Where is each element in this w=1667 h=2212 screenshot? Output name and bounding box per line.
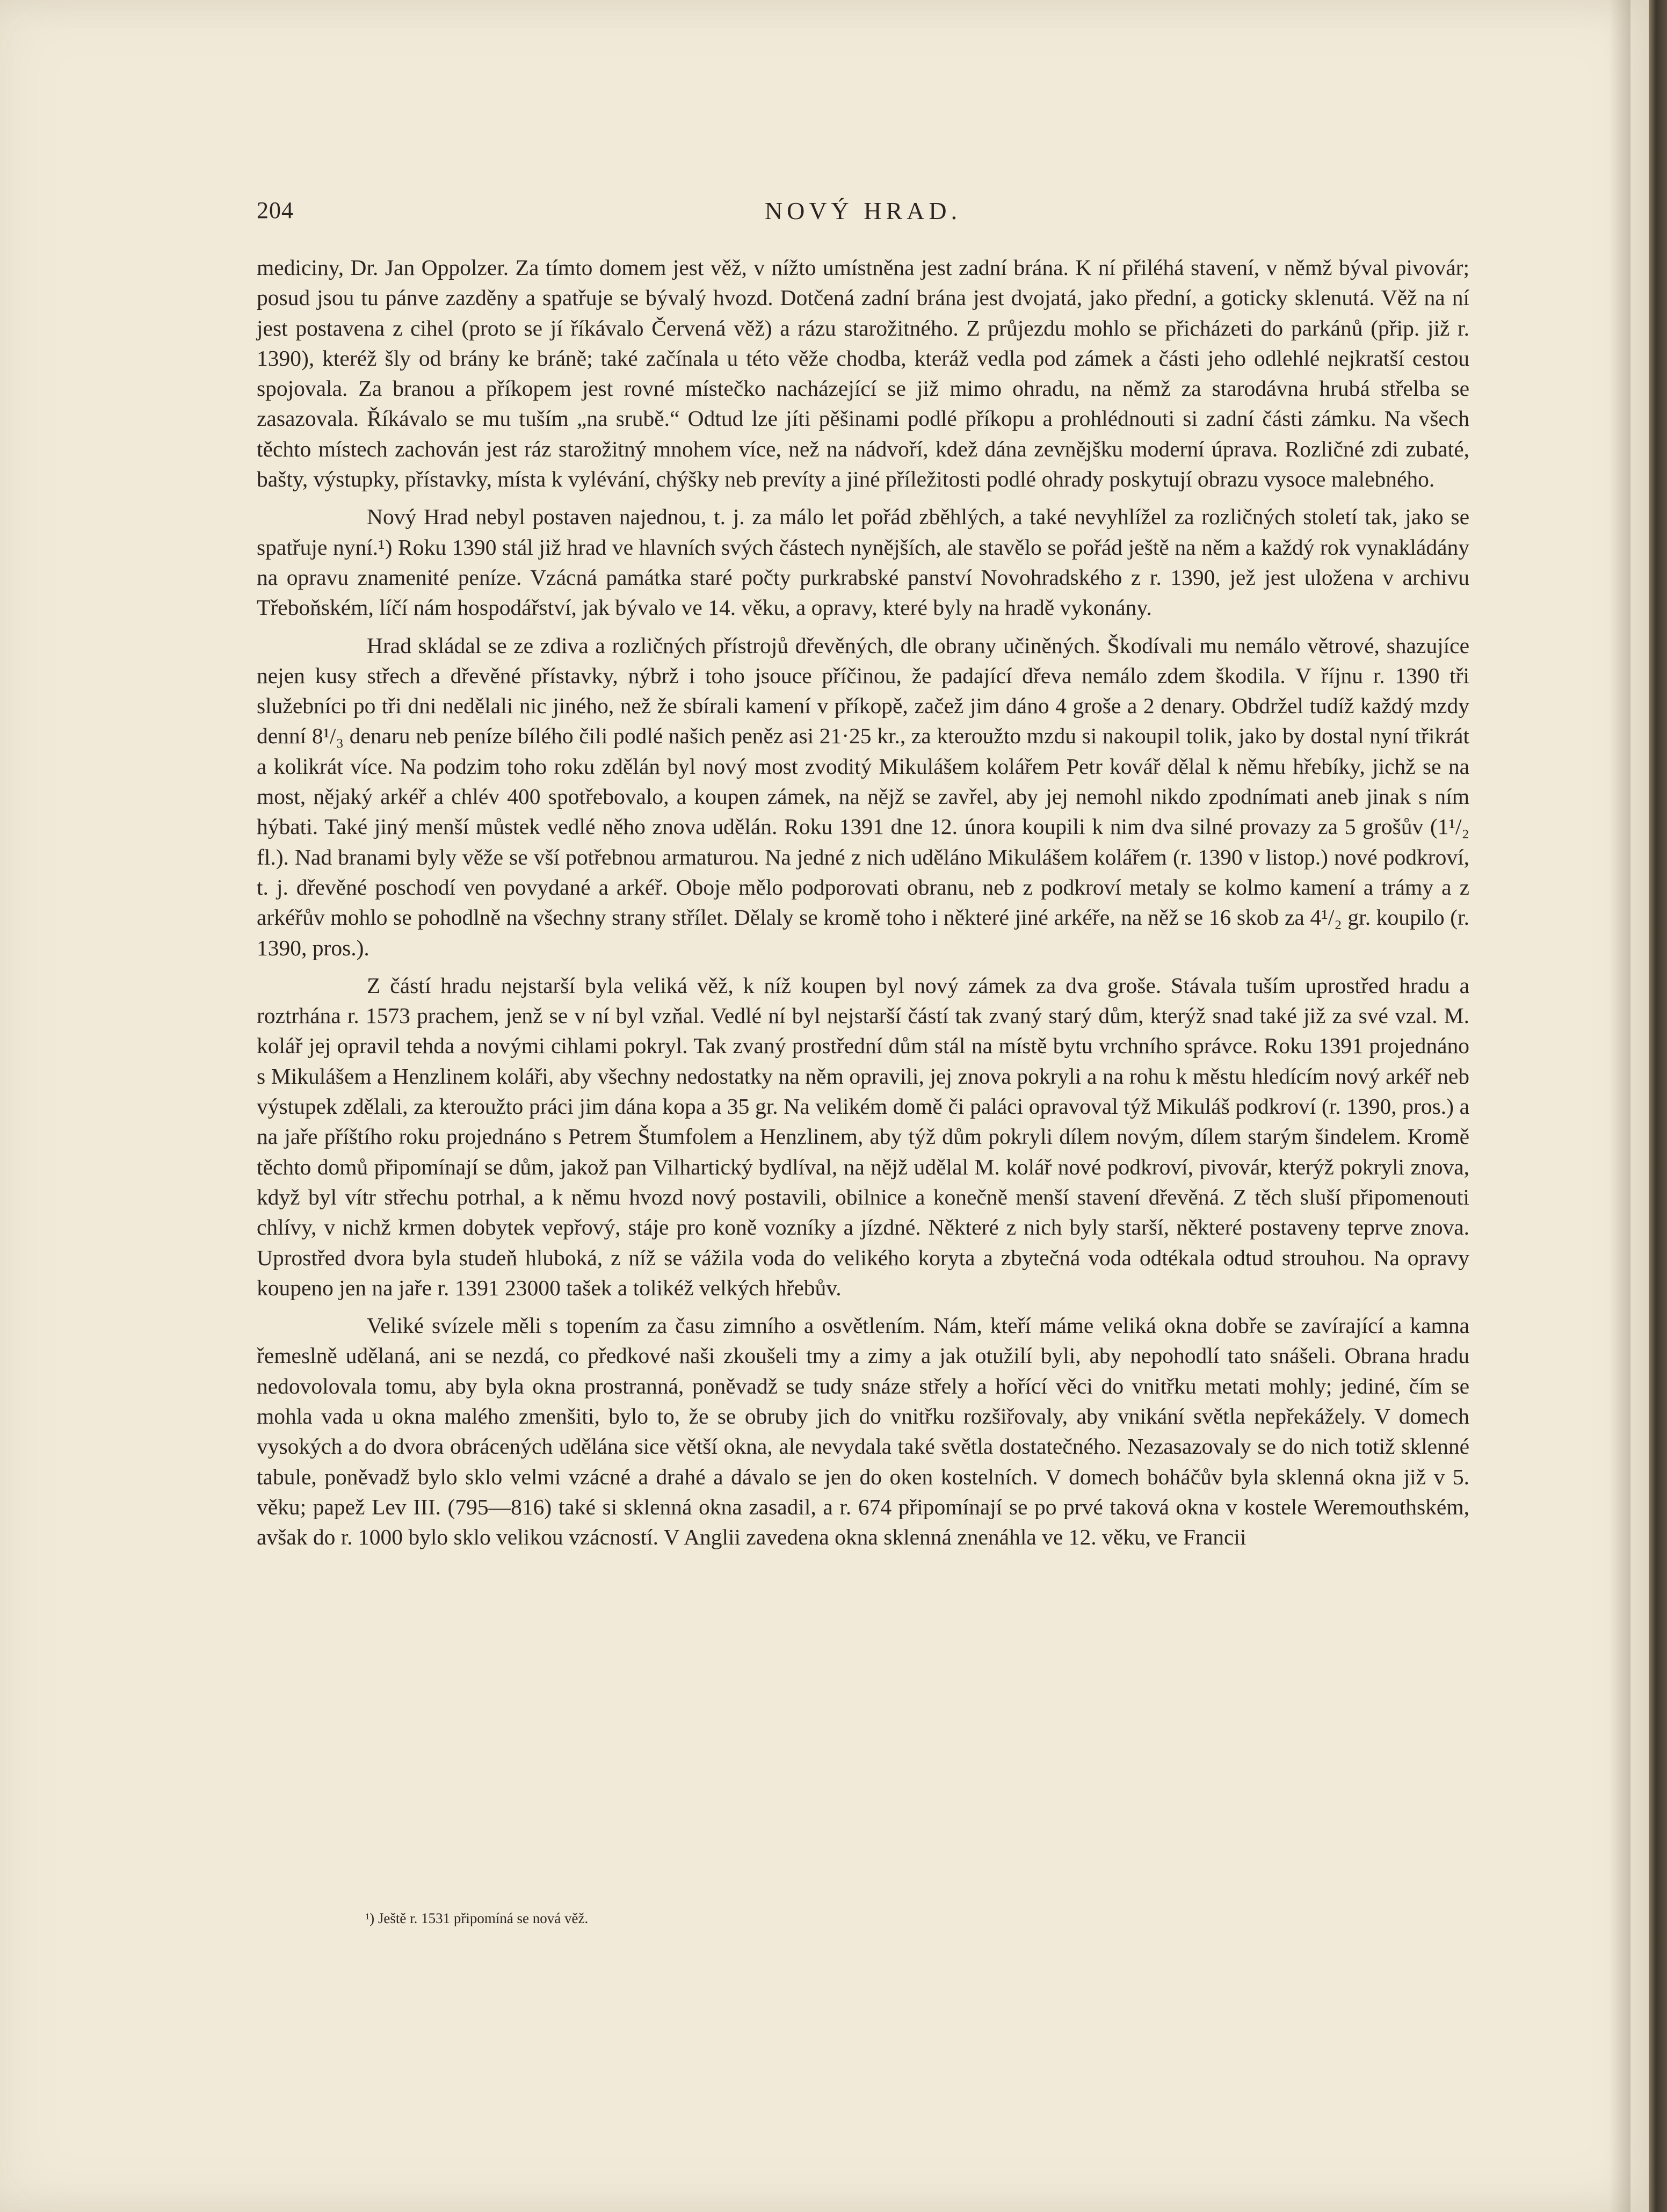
book-binding-edge (1649, 0, 1667, 2212)
running-title: NOVÝ HRAD. (764, 197, 962, 224)
paragraph: Nový Hrad nebyl postaven najednou, t. j. za málo let pořád zběhlých, a také nevyhlížel za rozličných století tak, jako se spatřuje nyní.¹) Roku 1390 stál již hrad ve hlavních svých částech nynějších, ale stavělo se pořád ještě na něm a každý rok vynakládány na opravu znamenité peníze. Vzácná památka staré počty purkrabské panství Novohradského z r. 1390, jež jest uložena v archivu Třeboňském, líčí nám hospodářství, jak bývalo ve 14. věku, a opravy, které byly na hradě vykonány. (257, 504, 1469, 620)
page-number: 204 (257, 197, 294, 223)
page-edge-shadow (1609, 0, 1630, 2212)
paragraph: mediciny, Dr. Jan Oppolzer. Za tímto domem jest věž, v nížto umístněna jest zadní brána. K ní přiléhá stavení, v němž býval pivovár; posud jsou tu pánve zazděny a spatřuje se bývalý hvozd. Dotčená zadní brána jest dvojatá, jako přední, a goticky sklenutá. Věž na ní jest postavena z cihel (proto se jí říkávalo Červená věž) a rázu starožitného. Z průjezdu mohlo se přicházeti do parkánů (přip. již r. 1390), kteréž šly od brány ke bráně; také začínala u této věže chodba, kteráž vedla pod zámek a části jeho odlehlé nejkratší cestou spojovala. Za branou a příkopem jest rovné místečko nacházející se již mimo ohradu, na němž za starodávna hrubá střelba se zasazovala. Říkávalo se mu tuším „na srubě.“ Odtud lze jíti pěšinami podlé příkopu a prohlédnouti si zadní části zámku. Na všech těchto místech zachován jest ráz starožitný mnohem více, než na nádvoří, kdež dána zevnějšku moderní úprava. Rozličné zdi zubaté, bašty, výstupky, přístavky, místa k vylévání, chýšky neb prevíty a jiné příležitosti podlé ohrady poskytují obrazu vysoce malebného. (257, 255, 1469, 492)
footnote: ¹) Ještě r. 1531 připomíná se nová věž. (365, 1910, 589, 1926)
paragraph: Veliké svízele měli s topením za času zimního a osvětlením. Nám, kteří máme veliká okna dobře se zavírající a kamna řemeslně udělaná, ani se nezdá, co předkové naši zkoušeli tmy a zimy a jak otužilí byli, aby nepohodlí tato snášeli. Obrana hradu nedovolovala tomu, aby byla okna prostranná, poněvadž se tudy snáze střely a hořící věci do vnitřku metati mohly; jediné, čím se mohla vada u okna malého zmenšiti, bylo to, že se obruby jich do vnitřku rozšiřovaly, aby vnikání světla nepřekážely. V domech vysokých a do dvora obrácených udělána sice větší okna, ale nevydala také světla dostatečného. Nezasazovaly se do nich totiž sklenné tabule, poněvadž bylo sklo velmi vzácné a drahé a dávalo se jen do oken kostelních. V domech boháčův byla sklenná okna již v 5. věku; papež Lev III. (795—816) také si sklenná okna zasadil, a r. 674 připomínají se po prvé taková okna v kostele Weremouthském, avšak do r. 1000 bylo sklo velikou vzácností. V Anglii zavedena okna sklenná znenáhla ve 12. věku, ve Francii (257, 1313, 1469, 1550)
paragraph: Z částí hradu nejstarší byla veliká věž, k níž koupen byl nový zámek za dva groše. Stávala tuším uprostřed hradu a roztrhána r. 1573 prachem, jenž se v ní byl vzňal. Vedlé ní byl nejstarší částí tak zvaný starý dům, kterýž snad také již za své vzal. M. kolář jej opravil tehda a novými cihlami pokryl. Tak zvaný prostřední dům stál na místě bytu vrchního správce. Roku 1391 projednáno s Mikulášem a Henzlinem koláři, aby všechny nedostatky na něm opravili, jej znova pokryli a na rohu k městu hledícím nový arkéř neb výstupek zdělali, za kteroužto práci jim dána kopa a 35 gr. Na velikém domě či paláci opravoval týž Mikuláš podkroví (r. 1390, pros.) a na jaře příštího roku projednáno s Petrem Štumfolem a Henzlinem, aby týž dům pokryli dílem novým, dílem starým šindelem. Kromě těchto domů připomínají se dům, jakož pan Vilhartický bydlíval, na nějž udělal M. kolář nové podkroví, pivovár, kterýž pokryli znova, když byl vítr střechu potrhal, a k němu hvozd nový postavili, obilnice a konečně menší stavení dřevěná. Z těch sluší připomenouti chlívy, v nichž krmen dobytek vepřový, stáje pro koně vozníky a jízdné. Některé z nich byly starší, některé postaveny teprve znova. Uprostřed dvora byla studeň hluboká, z níž se vážila voda do velikého koryta a zbytečná voda odtékala odtud strouhou. Na opravy koupeno jen na jaře r. 1391 23000 tašek a tolikéž velkých hřebův. (257, 973, 1469, 1300)
body-text (257, 252, 1469, 1560)
page-header (257, 197, 1469, 234)
paragraph: Hrad skládal se ze zdiva a rozličných přístrojů dřevěných, dle obrany učiněných. Škodívali mu nemálo větrové, shazujíce nejen kusy střech a dřevěné přístavky, nýbrž i toho jsouce příčinou, že padající dřeva nemálo zdem škodila. V říjnu r. 1390 tři služebníci po tři dni nedělali nic jiného, než že sbírali kamení v příkopě, začež jim dáno 4 groše a 2 denary. Obdržel tudíž každý mzdy denní 8¹/₃ denaru neb peníze bílého čili podlé našich peněz asi 21·25 kr., za kteroužto mzdu si nakoupil tolik, jako by dostal nyní třikrát a kolikrát více. Na podzim toho roku zdělán byl nový most zvoditý Mikulášem kolářem Petr kovář dělal k němu hřebíky, jichž se na most, nějaký arkéř a chlév 400 spotřebovalo, a koupen zámek, na nějž se zavřel, aby jej nemohl nikdo zpodnímati aneb jinak s ním hýbati. Také jiný menší můstek vedlé něho znova udělán. Roku 1391 dne 12. února koupili k nim dva silné provazy za 5 grošův (1¹/₂ fl.). Nad branami byly věže se vší potřebnou armaturou. Na jedné z nich uděláno Mikulášem kolářem (r. 1390 v listop.) nové podkroví, t. j. dřevěné poschodí ven povydané a arkéř. Oboje mělo podporovati obranu, neb z podkroví metaly se kolmo kamení a trámy a z arkéřův mohlo se pohodlně na všechny strany střílet. Dělaly se kromě toho i některé jiné arkéře, na něž se 16 skob za 4¹/₂ gr. koupilo (r. 1390, pros.). (257, 633, 1469, 960)
